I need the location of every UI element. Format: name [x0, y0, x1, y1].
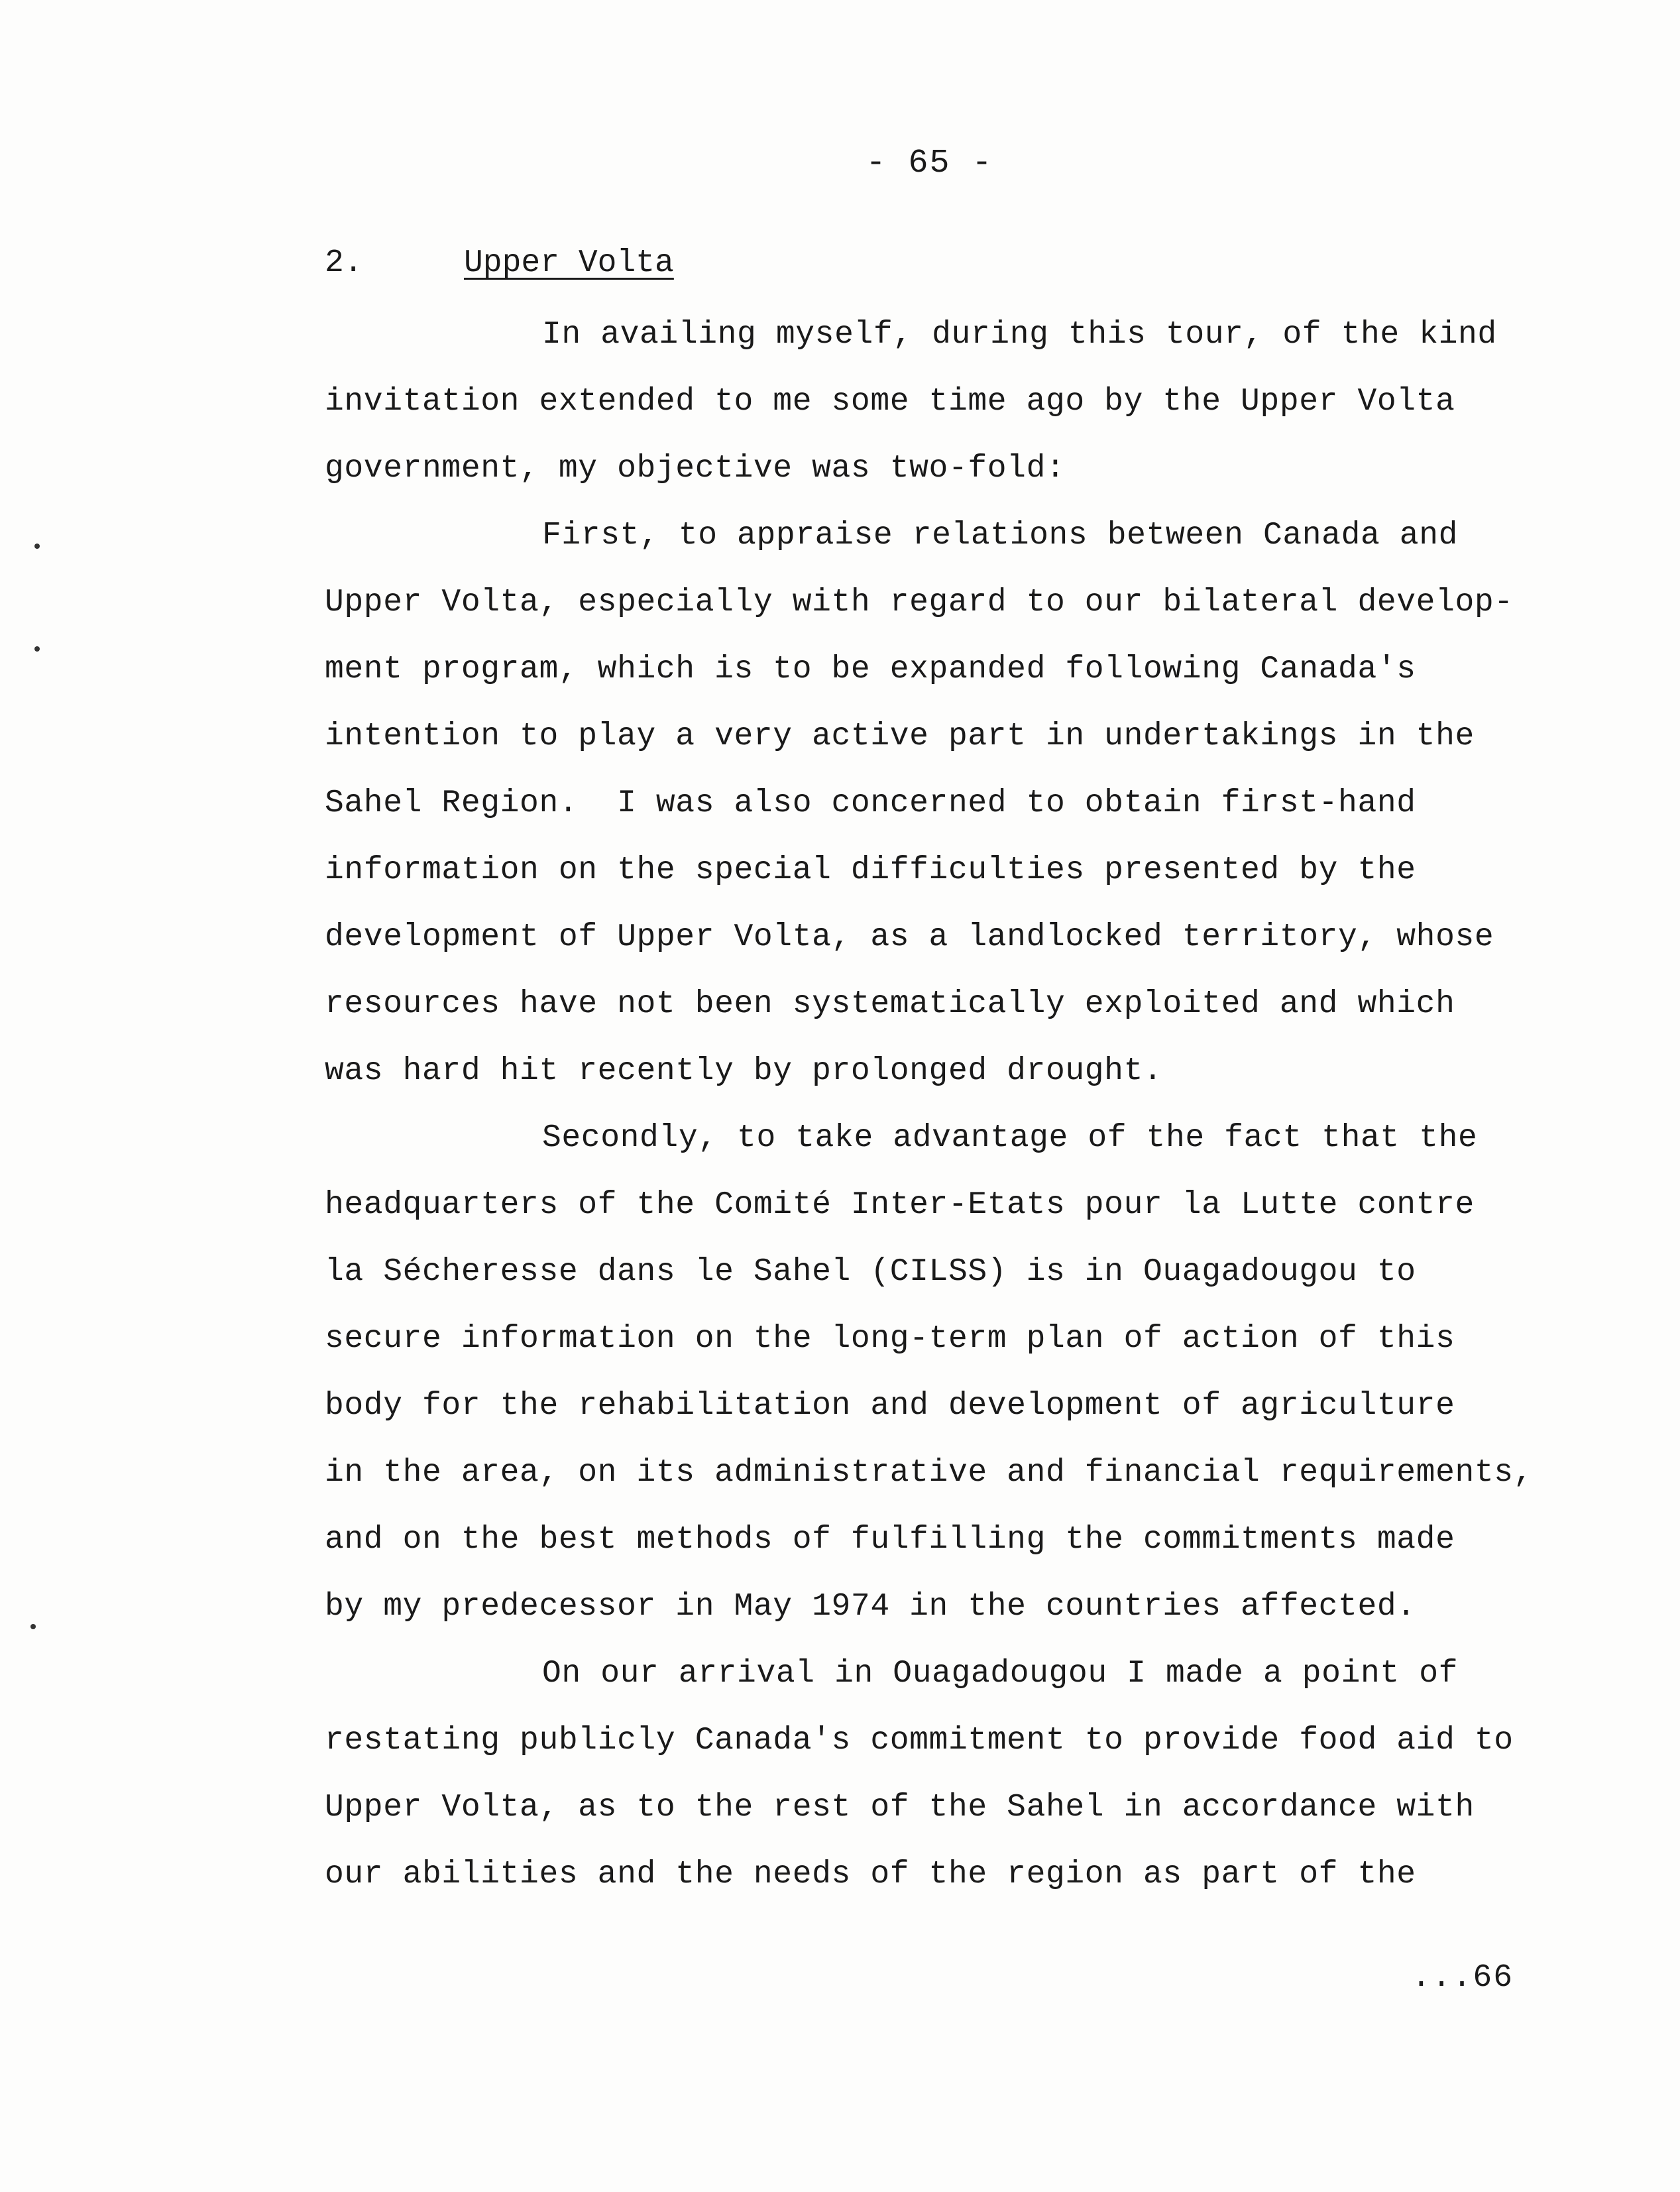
scan-speck [34, 544, 40, 549]
text-line: body for the rehabilitation and development of agriculture [325, 1388, 1455, 1424]
text-line: On our arrival in Ouagadougou I made a point of [542, 1656, 1459, 1692]
section-title: Upper Volta [464, 245, 674, 281]
scan-speck [30, 1624, 36, 1629]
text-line: headquarters of the Comité Inter-Etats pour la Lutte contre [325, 1187, 1475, 1223]
text-line: Upper Volta, as to the rest of the Sahel in accordance with [325, 1790, 1475, 1825]
text-line: ment program, which is to be expanded following Canada's [325, 652, 1416, 687]
text-line: intention to play a very active part in undertakings in the [325, 719, 1475, 754]
text-line: Sahel Region. I was also concerned to obtain first-hand [325, 785, 1416, 821]
text-line: First, to appraise relations between Canada and [542, 518, 1459, 553]
section-heading [325, 245, 674, 281]
text-line: restating publicly Canada's commitment to provide food aid to [325, 1723, 1514, 1759]
scan-speck [34, 646, 40, 652]
text-line: secure information on the long-term plan of action of this [325, 1321, 1455, 1357]
text-line: resources have not been systematically exploited and which [325, 986, 1455, 1022]
text-line: Secondly, to take advantage of the fact that the [542, 1120, 1478, 1156]
continuation-marker: ...66 [1412, 1960, 1514, 1996]
section-number: 2. [325, 245, 363, 281]
text-line: invitation extended to me some time ago by the Upper Volta [325, 384, 1455, 420]
text-line: our abilities and the needs of the region as part of the [325, 1857, 1416, 1892]
text-line: and on the best methods of fulfilling the commitments made [325, 1522, 1455, 1558]
text-line: was hard hit recently by prolonged drought. [325, 1053, 1163, 1089]
text-line: development of Upper Volta, as a landlocked territory, whose [325, 919, 1494, 955]
page-number: - 65 - [866, 144, 993, 182]
text-line: by my predecessor in May 1974 in the countries affected. [325, 1589, 1416, 1625]
text-line: In availing myself, during this tour, of the kind [542, 317, 1497, 353]
text-line: Upper Volta, especially with regard to our bilateral develop- [325, 585, 1514, 620]
text-line: la Sécheresse dans le Sahel (CILSS) is in Ouagadougou to [325, 1254, 1416, 1290]
text-line: government, my objective was two-fold: [325, 451, 1066, 487]
body-text [325, 315, 1584, 1922]
text-line: information on the special difficulties presented by the [325, 852, 1416, 888]
text-line: in the area, on its administrative and financial requirements, [325, 1455, 1534, 1491]
